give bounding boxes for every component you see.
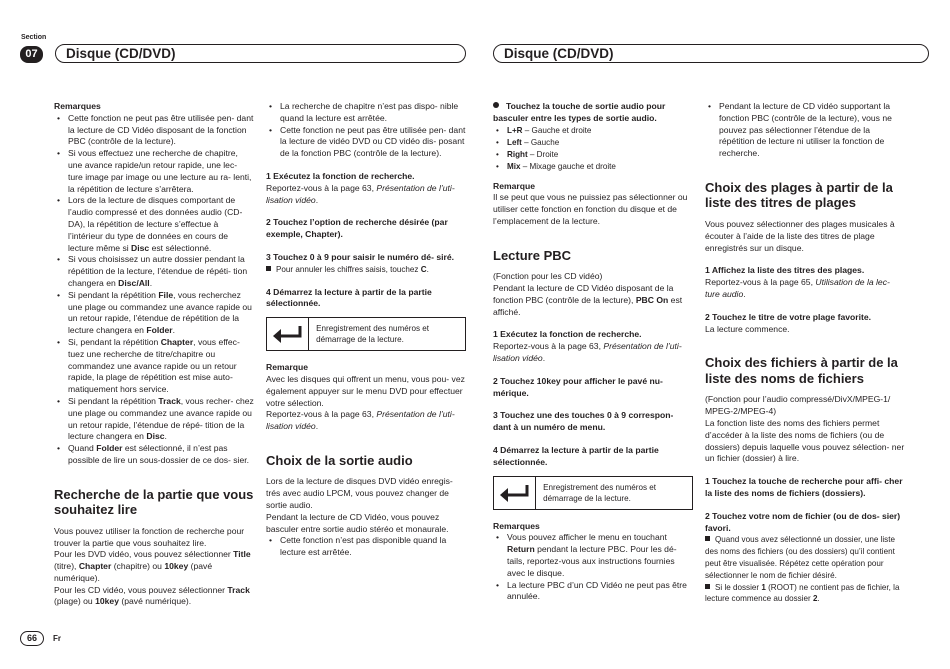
paragraph: Pour les CD vidéo, vous pouvez sélectionner Track (plage) ou 10key (pavé numérique). bbox=[54, 584, 250, 607]
column-2 bbox=[266, 101, 467, 559]
step-title: 2 Touchez le titre de votre plage favorite. bbox=[705, 311, 872, 322]
section-heading: Choix des plages à partir de la liste des titres de plages bbox=[705, 179, 893, 211]
list-item: • Si vous effectuez une recherche de chapitre, une avance rapide/un retour rapide, une lec- ture image par image ou une lecture au ra- lenti, la répétition de lecture s’arrêtera. bbox=[54, 148, 254, 195]
page-number: 66 bbox=[20, 631, 44, 646]
remark-title: Remarque bbox=[266, 362, 309, 373]
list-item: • Si pendant la répétition Track, vous recher- chez une plage ou commandez une avance rapide ou un retour rapide, l’étendue de répé- tition de la lecture changera en Disc. bbox=[54, 396, 254, 443]
paragraph: Lors de la lecture de disques DVD vidéo enregis- trés avec audio LPCM, vous pouvez changer de sortie audio. bbox=[266, 476, 453, 511]
remarks-title: Remarques bbox=[54, 101, 101, 111]
list-item: • Cette fonction ne peut pas être utilisée pen- dant la lecture de CD Vidéo disposant de la fonction PBC (contrôle de la lecture). bbox=[54, 113, 254, 148]
list-item: • Si, pendant la répétition Chapter, vous effec- tuez une recherche de titre/chapitre ou commandez une avance rapide ou un retour rapide, la plage de répétition est mise auto- matiquement hors service. bbox=[54, 337, 254, 396]
step-text: Reportez-vous à la page 63, Présentation de l’uti- lisation vidéo. bbox=[493, 341, 682, 364]
step-title: 2 Touchez votre nom de fichier (ou de dos- sier) favori. bbox=[705, 510, 901, 533]
list-item: • Cette fonction ne peut pas être utilisée pen- dant la lecture de vidéo DVD ou CD vidéo dis- posant de la fonction PBC (contrôle de la lecture). bbox=[266, 125, 467, 160]
enter-key-icon bbox=[494, 477, 536, 509]
remarks-title: Remarques bbox=[493, 520, 540, 531]
enter-key-caption: Enregistrement des numéros et démarrage de la lecture. bbox=[316, 324, 430, 345]
paragraph: Pendant la lecture de CD Vidéo disposant de la fonction PBC (contrôle de la lecture), PBC On est affiché. bbox=[493, 283, 683, 317]
column-1 bbox=[54, 101, 254, 608]
list-item: • Pendant la lecture de CD vidéo supportant la fonction PBC (contrôle de la lecture), vous ne pouvez pas sélectionner l’étendue de la répétition de lecture ni utiliser la fonction de recherche. bbox=[705, 101, 905, 160]
list-item: • La lecture PBC d’un CD Vidéo ne peut pas être annulée. bbox=[493, 580, 692, 604]
step-title: 1 Affichez la liste des titres des plages. bbox=[705, 265, 865, 276]
section-heading: Choix des fichiers à partir de la liste des noms de fichiers bbox=[705, 355, 898, 386]
section-heading: Choix de la sortie audio bbox=[266, 452, 413, 468]
bullet-list bbox=[705, 101, 905, 160]
paragraph: Pendant la lecture de CD Vidéo, vous pouvez basculer entre sortie audio stéréo et monaurale. bbox=[266, 511, 449, 534]
list-item: • Cette fonction n’est pas disponible quand la lecture est arrêtée. bbox=[266, 535, 467, 559]
step-title: Touchez la touche de sortie audio pour basculer entre les types de sortie audio. bbox=[493, 101, 666, 123]
step-text: Reportez-vous à la page 63, Présentation de l’uti- lisation vidéo. bbox=[266, 182, 455, 205]
paragraph: La fonction liste des noms des fichiers permet d’accéder à la liste des noms de fichiers (ou de dossiers) depuis laquelle vous pouvez sélection- ner un fichier (dossier) à lire. bbox=[705, 417, 905, 464]
audio-options-list bbox=[493, 125, 692, 173]
enter-key-icon bbox=[267, 318, 309, 350]
list-item: • L+R – Gauche et droite bbox=[493, 125, 692, 137]
enter-key-box bbox=[493, 476, 693, 510]
header-left: Disque (CD/DVD) bbox=[55, 44, 466, 63]
section-heading: Lecture PBC bbox=[493, 247, 572, 263]
step-note: Si le dossier 1 (ROOT) ne contient pas de fichier, la lecture commence au dossier 2. bbox=[705, 582, 900, 604]
list-item: • Quand Folder est sélectionné, il n’est pas possible de lire un sous-dossier de ce dos- sier. bbox=[54, 443, 254, 467]
section-number: 07 bbox=[20, 46, 43, 63]
paragraph: Reportez-vous à la page 63, Présentation de l’uti- lisation vidéo. bbox=[266, 409, 455, 432]
list-item: • Vous pouvez afficher le menu en touchant Return pendant la lecture PBC. Pour les dé- tails, reportez-vous aux instructions fournies avec le disque. bbox=[493, 532, 692, 579]
bullet-list bbox=[266, 535, 467, 559]
square-bullet-icon bbox=[266, 266, 271, 271]
step-title: 4 Démarrez la lecture à partir de la partie sélectionnée. bbox=[266, 286, 432, 309]
step-title: 3 Touchez une des touches 0 à 9 correspon- dant à un numéro de menu. bbox=[493, 410, 674, 433]
step-note: Pour annuler les chiffres saisis, touchez C. bbox=[266, 264, 467, 276]
step-title: 1 Exécutez la fonction de recherche. bbox=[266, 170, 415, 181]
list-item: • Right – Droite bbox=[493, 149, 692, 161]
step-note: Quand vous avez sélectionné un dossier, une liste des noms des fichiers (ou des dossiers) qu’il contient peut être visualisée. Répétez cette opération pour sélectionner le nom de fichier désiré. bbox=[705, 535, 895, 580]
step-title: 1 Exécutez la fonction de recherche. bbox=[493, 329, 642, 340]
step-text: Reportez-vous à la page 65, Utilisation de la lec- ture audio. bbox=[705, 277, 890, 299]
square-bullet-icon bbox=[705, 536, 710, 541]
remarks-list bbox=[493, 532, 692, 603]
remarks-list bbox=[54, 113, 254, 467]
enter-key-box bbox=[266, 317, 466, 351]
paragraph: Avec les disques qui offrent un menu, vous pou- vez également appuyer sur le menu DVD pour effectuer votre sélection. bbox=[266, 373, 465, 408]
enter-key-caption: Enregistrement des numéros et démarrage de la lecture. bbox=[543, 482, 657, 503]
list-item: • Mix – Mixage gauche et droite bbox=[493, 161, 692, 173]
step-title: 2 Touchez l’option de recherche désirée (par exemple, Chapter). bbox=[266, 217, 448, 240]
step-text: La lecture commence. bbox=[705, 323, 790, 334]
remark-title: Remarque bbox=[493, 180, 536, 191]
bullet-list bbox=[266, 101, 467, 160]
paragraph: (Fonction pour les CD vidéo) bbox=[493, 271, 603, 282]
paragraph: Il se peut que vous ne puissiez pas sélectionner ou utiliser cette fonction en fonction du disque et de l’emplacement de la lecture. bbox=[493, 192, 688, 226]
list-item: • Left – Gauche bbox=[493, 137, 692, 149]
round-bullet-icon bbox=[493, 102, 499, 108]
list-item: • Lors de la lecture de disques comportant de l’audio compressé et des données audio (CD-DA), la répétition de lecture s’effectue à l’intérieur du type de données en cours de lecture même si Disc est sélectionné. bbox=[54, 195, 254, 254]
language-label: Fr bbox=[53, 634, 61, 643]
list-item: • Si pendant la répétition File, vous recherchez une plage ou commandez une avance rapide ou un retour rapide, l’étendue de répétition de la lecture changera en Folder. bbox=[54, 290, 254, 337]
paragraph: Vous pouvez sélectionner des plages musicales à écouter à l’aide de la liste des titres de plage enregistrés sur un disque. bbox=[705, 218, 895, 253]
list-item: • Si vous choisissez un autre dossier pendant la répétition de la lecture, l’étendue de répéti- tion changera en Disc/All. bbox=[54, 254, 254, 289]
paragraph: Pour les DVD vidéo, vous pouvez sélectionner Title (titre), Chapter (chapitre) ou 10key (pavé numérique). bbox=[54, 549, 251, 583]
header-right: Disque (CD/DVD) bbox=[493, 44, 929, 63]
section-heading: Recherche de la partie que vous souhaitez lire bbox=[54, 486, 254, 518]
step-title: 1 Touchez la touche de recherche pour affi- cher la liste des noms de fichiers (dossiers). bbox=[705, 476, 903, 498]
step-title: 4 Démarrez la lecture à partir de la partie sélectionnée. bbox=[493, 445, 659, 467]
square-bullet-icon bbox=[705, 584, 710, 589]
list-item: • La recherche de chapitre n’est pas dispo- nible quand la lecture est arrêtée. bbox=[266, 101, 467, 125]
column-4 bbox=[705, 101, 905, 605]
section-label: Section bbox=[21, 34, 47, 41]
step-title: 2 Touchez 10key pour afficher le pavé nu- mérique. bbox=[493, 375, 663, 398]
column-3 bbox=[493, 101, 692, 603]
paragraph: (Fonction pour l’audio compressé/DivX/MPEG-1/ MPEG-2/MPEG-4) bbox=[705, 394, 891, 417]
paragraph: Vous pouvez utiliser la fonction de recherche pour trouver la partie que vous souhaitez lire. bbox=[54, 525, 245, 548]
step-title: 3 Touchez 0 à 9 pour saisir le numéro dé- siré. bbox=[266, 251, 455, 262]
